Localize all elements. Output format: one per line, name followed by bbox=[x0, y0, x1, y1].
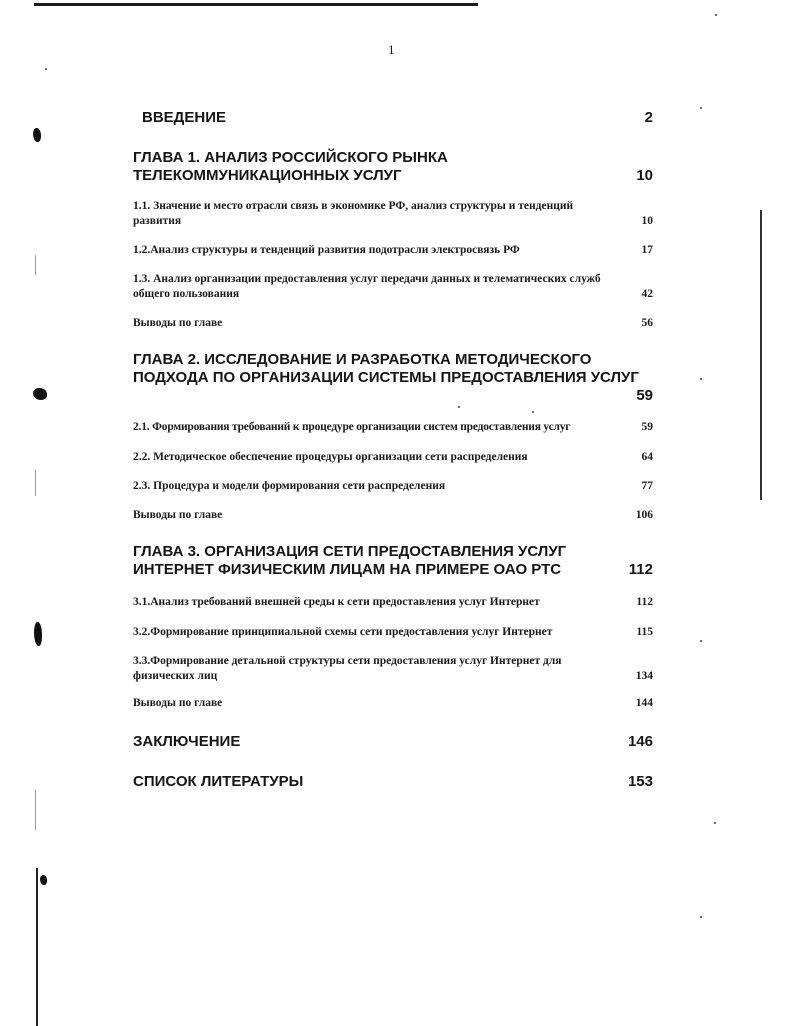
toc-chapter-1-conclusions[interactable] bbox=[133, 316, 653, 331]
scan-top-rule bbox=[34, 3, 478, 6]
toc-section-2-2[interactable] bbox=[133, 450, 653, 465]
toc-chapter-2-conclusions-page: 106 bbox=[635, 509, 653, 521]
toc-intro[interactable] bbox=[142, 109, 653, 127]
toc-section-3-2[interactable] bbox=[133, 625, 653, 640]
toc-section-3-2-page: 115 bbox=[636, 626, 653, 638]
scan-speck bbox=[45, 68, 47, 70]
toc-chapter-3-conclusions-title: Выводы по главе bbox=[133, 697, 223, 709]
toc-section-1-3[interactable] bbox=[133, 272, 653, 302]
scan-speck bbox=[700, 916, 702, 918]
toc-section-2-3[interactable] bbox=[133, 479, 653, 494]
toc-section-3-1-title: 3.1.Анализ требований внешней среды к сети предоставления услуг Интернет bbox=[133, 596, 540, 608]
scan-speck bbox=[458, 406, 460, 408]
toc-conclusion-title: ЗАКЛЮЧЕНИЕ bbox=[133, 733, 241, 750]
toc-chapter-2-conclusions-title: Выводы по главе bbox=[133, 509, 223, 521]
toc-section-3-1-page: 112 bbox=[636, 596, 653, 608]
toc-section-1-3-page: 42 bbox=[641, 288, 653, 300]
toc-section-2-1[interactable] bbox=[133, 420, 653, 435]
toc-intro-title: ВВЕДЕНИЕ bbox=[142, 109, 226, 126]
toc-intro-page: 2 bbox=[644, 109, 653, 126]
toc-section-3-3-page: 134 bbox=[635, 670, 653, 682]
toc-section-2-3-page: 77 bbox=[641, 480, 653, 492]
toc-section-1-2-page: 17 bbox=[641, 244, 653, 256]
scan-blot bbox=[40, 875, 47, 885]
toc-section-3-1[interactable] bbox=[133, 595, 653, 610]
toc-chapter-3-page: 112 bbox=[628, 561, 653, 578]
toc-section-1-3-title: 1.3. Анализ организации предоставления услуг передачи данных и телематических служб общего пользования bbox=[133, 273, 601, 300]
scan-speck bbox=[700, 107, 702, 109]
toc-section-2-1-title: 2.1. Формирования требований к процедуре организации систем предоставления услуг bbox=[133, 421, 571, 433]
toc-section-3-2-title: 3.2.Формирование принципиальной схемы сети предоставления услуг Интернет bbox=[133, 626, 553, 638]
toc-references[interactable] bbox=[133, 773, 653, 791]
toc-conclusion-page: 146 bbox=[627, 733, 653, 750]
scan-right-rule bbox=[760, 210, 762, 500]
scan-speck bbox=[700, 378, 702, 380]
toc-conclusion[interactable] bbox=[133, 733, 653, 751]
toc-chapter-3[interactable] bbox=[133, 543, 653, 579]
toc-chapter-3-conclusions[interactable] bbox=[133, 696, 653, 711]
scan-blot bbox=[33, 388, 47, 400]
toc-chapter-1-title: ГЛАВА 1. АНАЛИЗ РОССИЙСКОГО РЫНКА ТЕЛЕКОММУНИКАЦИОННЫХ УСЛУГ bbox=[133, 149, 448, 184]
toc-chapter-2[interactable] bbox=[133, 351, 653, 404]
toc-section-1-1-page: 10 bbox=[641, 215, 653, 227]
toc-references-title: СПИСОК ЛИТЕРАТУРЫ bbox=[133, 773, 304, 790]
page-number: 1 bbox=[388, 42, 395, 57]
toc-section-2-2-title: 2.2. Методическое обеспечение процедуры организации сети распределения bbox=[133, 451, 528, 463]
toc-section-2-3-title: 2.3. Процедура и модели формирования сети распределения bbox=[133, 480, 446, 492]
toc-references-page: 153 bbox=[627, 773, 653, 790]
toc-section-1-1[interactable] bbox=[133, 199, 653, 229]
toc-section-3-3-title: 3.3.Формирование детальной структуры сети предоставления услуг Интернет для физических лиц bbox=[133, 655, 562, 682]
toc-section-1-2[interactable] bbox=[133, 243, 653, 258]
toc-chapter-1-page: 10 bbox=[636, 167, 653, 184]
toc-chapter-2-title: ГЛАВА 2. ИССЛЕДОВАНИЕ И РАЗРАБОТКА МЕТОДИЧЕСКОГО ПОДХОДА ПО ОРГАНИЗАЦИИ СИСТЕМЫ ПРЕДОСТАВЛЕНИЯ УСЛУГ bbox=[133, 351, 639, 386]
scan-speck bbox=[714, 822, 716, 824]
scan-faint-mark bbox=[35, 790, 36, 830]
scan-faint-mark bbox=[35, 255, 36, 275]
toc-chapter-2-page: 59 bbox=[636, 387, 653, 404]
scan-speck bbox=[715, 14, 717, 16]
toc-chapter-1-conclusions-title: Выводы по главе bbox=[133, 317, 223, 329]
toc-chapter-3-title: ГЛАВА 3. ОРГАНИЗАЦИЯ СЕТИ ПРЕДОСТАВЛЕНИЯ УСЛУГ ИНТЕРНЕТ ФИЗИЧЕСКИМ ЛИЦАМ НА ПРИМЕРЕ ОАО РТС bbox=[133, 543, 567, 578]
scan-speck bbox=[532, 411, 534, 413]
toc-section-2-2-page: 64 bbox=[641, 451, 653, 463]
toc-section-1-1-title: 1.1. Значение и место отрасли связь в экономике РФ, анализ структуры и тенденций развития bbox=[133, 200, 574, 227]
toc-chapter-3-conclusions-page: 144 bbox=[635, 697, 653, 709]
scan-blot bbox=[33, 128, 41, 142]
toc-chapter-2-conclusions[interactable] bbox=[133, 508, 653, 523]
toc-section-1-2-title: 1.2.Анализ структуры и тенденций развития подотрасли электросвязь РФ bbox=[133, 244, 520, 256]
scan-faint-mark bbox=[35, 470, 36, 496]
toc-section-2-1-page: 59 bbox=[641, 421, 653, 433]
scan-left-rule bbox=[36, 868, 38, 1026]
toc-section-3-3[interactable] bbox=[133, 654, 653, 684]
scan-speck bbox=[700, 640, 702, 642]
toc-chapter-1[interactable] bbox=[133, 149, 653, 185]
scan-blot bbox=[34, 622, 42, 646]
toc-chapter-1-conclusions-page: 56 bbox=[641, 317, 653, 329]
